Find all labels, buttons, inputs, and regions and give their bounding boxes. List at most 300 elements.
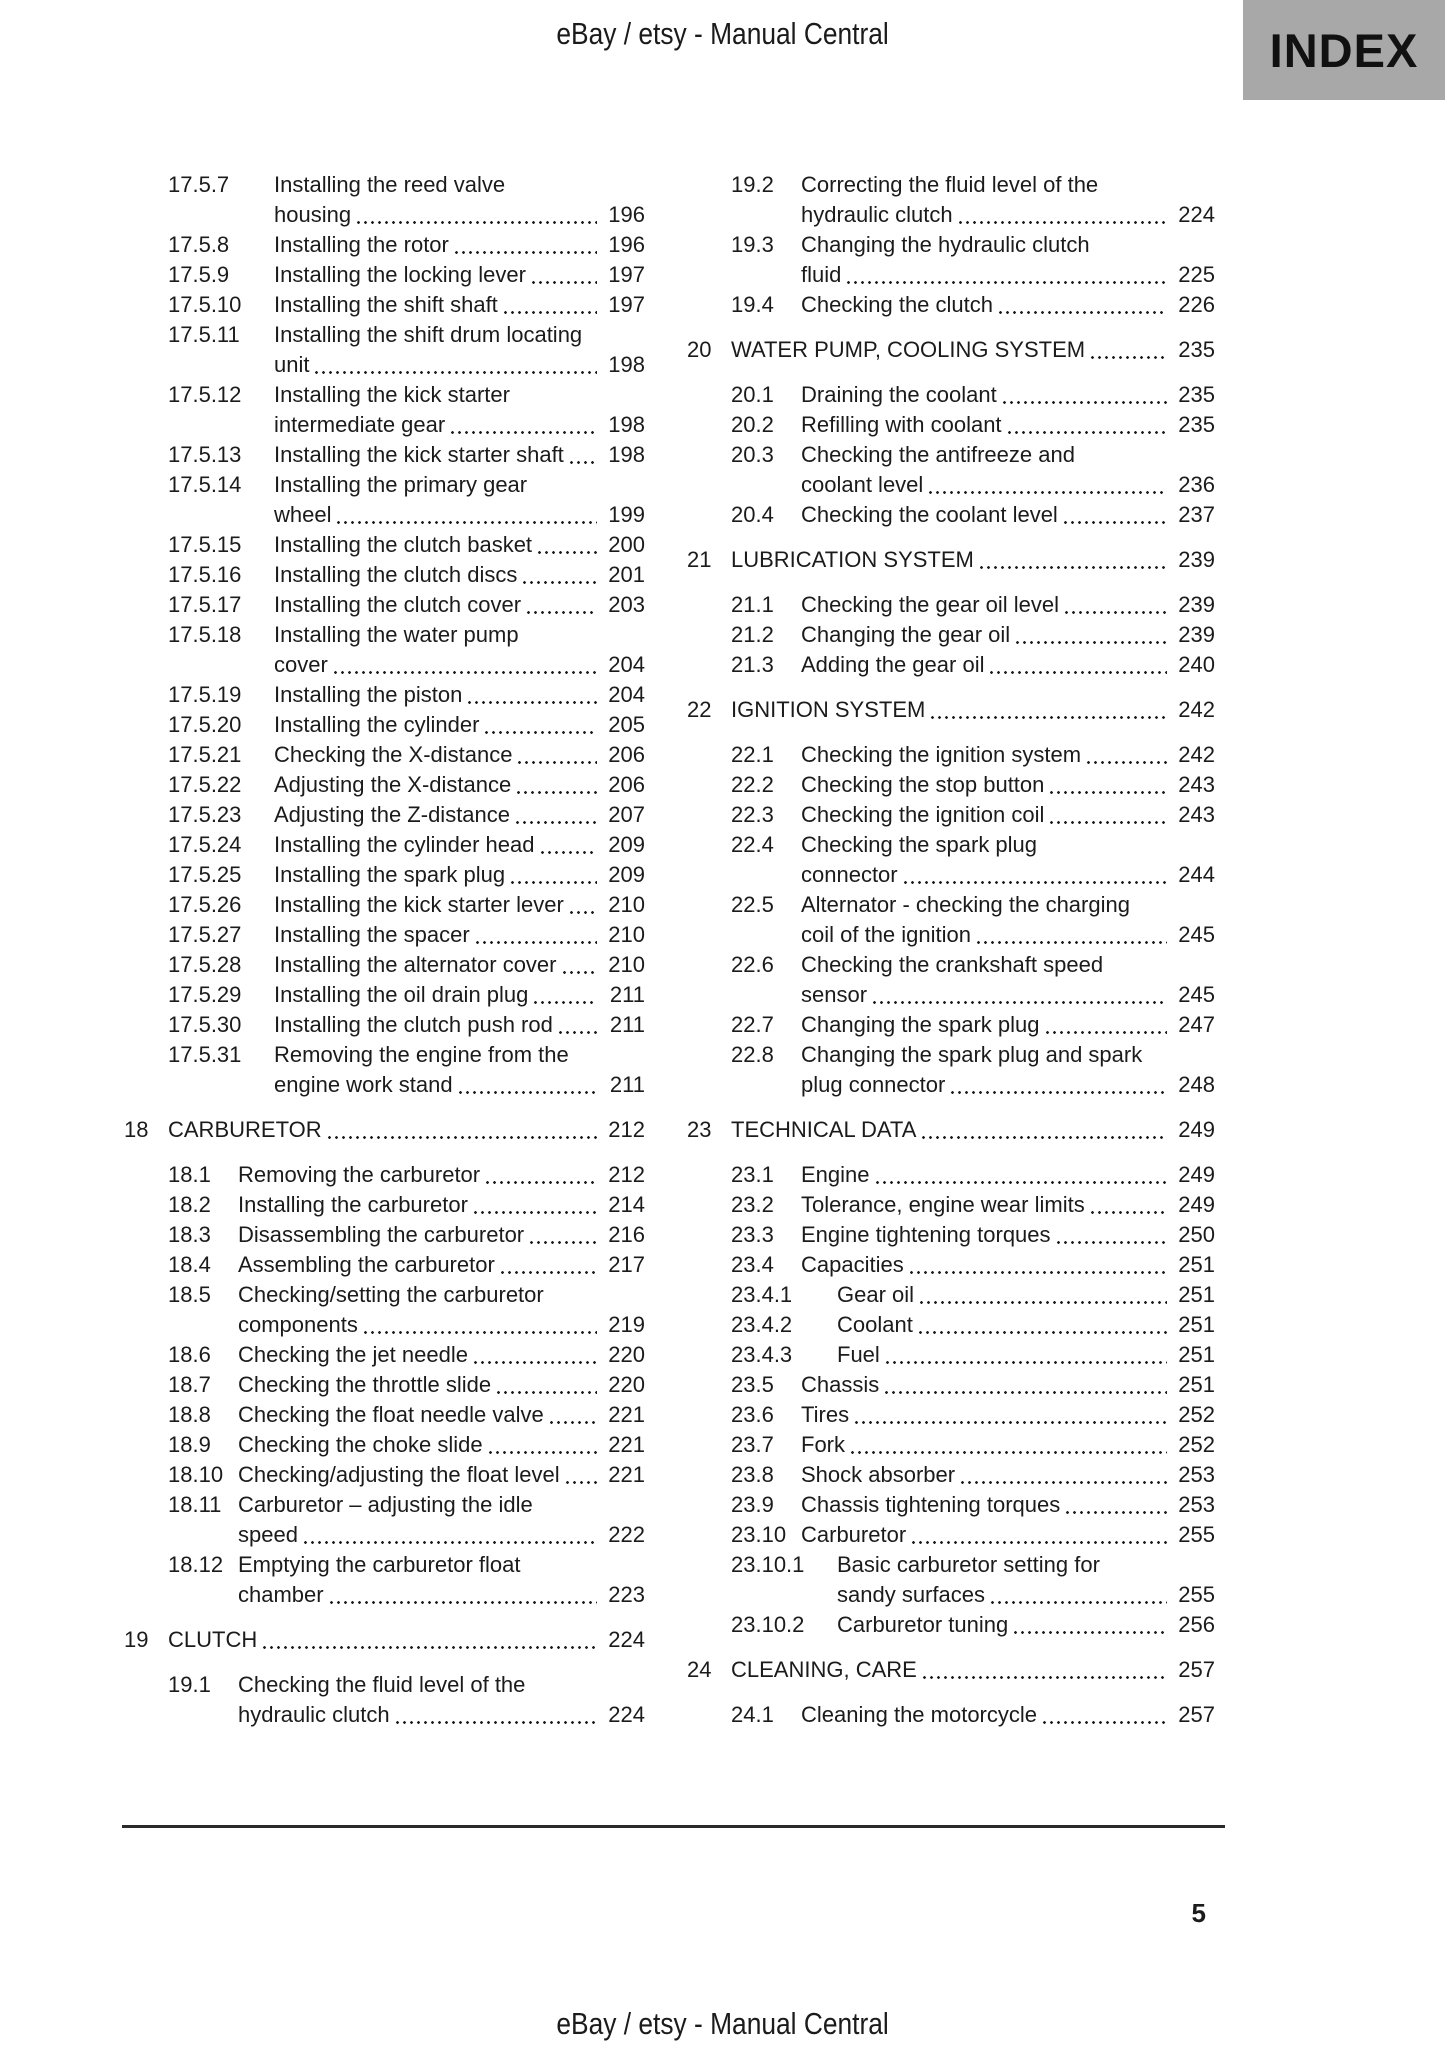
toc-entry-page: 198 xyxy=(608,412,645,437)
toc-entry-page: 253 xyxy=(1178,1492,1215,1517)
toc-entry-body xyxy=(274,230,645,260)
toc-entry-line xyxy=(801,1370,1215,1400)
toc-entry xyxy=(124,1160,645,1190)
toc-entry-line xyxy=(238,1520,645,1550)
leader-dots xyxy=(458,1070,597,1100)
toc-entry xyxy=(124,170,645,230)
toc-entry-line xyxy=(274,290,645,320)
toc-entry-body xyxy=(801,590,1215,620)
toc-entry xyxy=(687,410,1215,440)
toc-entry-body xyxy=(274,830,645,860)
toc-entry-page: 253 xyxy=(1178,1462,1215,1487)
toc-entry xyxy=(124,1115,645,1145)
toc-entry xyxy=(124,230,645,260)
toc-entry-body xyxy=(801,410,1215,440)
toc-entry-text: Installing the locking lever xyxy=(274,262,526,287)
leader-dots xyxy=(911,1520,1167,1550)
toc-entry xyxy=(124,1370,645,1400)
toc-entry-text: Assembling the carburetor xyxy=(238,1252,495,1277)
leader-dots xyxy=(875,1160,1167,1190)
toc-entry-number: 21 xyxy=(687,547,712,572)
toc-entry-number: 17.5.14 xyxy=(168,472,242,497)
toc-entry-text: LUBRICATION SYSTEM xyxy=(731,547,974,572)
toc-entry-line xyxy=(801,1430,1215,1460)
toc-entry-number: 23.10.1 xyxy=(731,1552,805,1577)
leader-dots xyxy=(336,500,597,530)
toc-entry-text: Checking the jet needle xyxy=(238,1342,468,1367)
toc-entry-number: 17.5.8 xyxy=(168,232,230,257)
toc-entry-line xyxy=(274,890,645,920)
toc-entry-body xyxy=(801,830,1215,890)
toc-entry-page: 198 xyxy=(608,442,645,467)
toc-entry-number: 17.5.12 xyxy=(168,382,242,407)
toc-entry xyxy=(687,830,1215,890)
toc-entry-page: 248 xyxy=(1178,1072,1215,1097)
toc-entry-text: Installing the oil drain plug xyxy=(274,982,529,1007)
toc-entry-number: 23.2 xyxy=(731,1192,774,1217)
toc-entry-number: 17.5.25 xyxy=(168,862,242,887)
toc-entry-line xyxy=(801,410,1215,440)
toc-entry xyxy=(687,380,1215,410)
toc-entry-line xyxy=(801,620,1215,650)
toc-entry-number: 18.5 xyxy=(168,1282,211,1307)
toc-entry-text: Adjusting the X-distance xyxy=(274,772,512,797)
toc-entry-number: 17.5.15 xyxy=(168,532,242,557)
toc-entry-number: 20 xyxy=(687,337,712,362)
toc-entry-text: Checking the antifreeze and xyxy=(801,442,1075,467)
toc-entry-number: 22.6 xyxy=(731,952,774,977)
toc-entry xyxy=(124,920,645,950)
toc-entry-line xyxy=(274,650,645,680)
toc-entry-body xyxy=(274,320,645,380)
leader-dots xyxy=(500,1250,597,1280)
toc-entry-text: WATER PUMP, COOLING SYSTEM xyxy=(731,337,1086,362)
toc-entry-body xyxy=(801,1010,1215,1040)
toc-entry xyxy=(124,1460,645,1490)
toc-entry-line xyxy=(274,1070,645,1100)
leader-dots xyxy=(314,350,597,380)
toc-entry-body xyxy=(731,695,1215,725)
toc-entry-text: Installing the clutch basket xyxy=(274,532,533,557)
toc-entry-number: 18.9 xyxy=(168,1432,211,1457)
toc-entry-body xyxy=(801,1700,1215,1730)
toc-entry xyxy=(124,770,645,800)
toc-entry-body xyxy=(238,1430,645,1460)
toc-entry xyxy=(687,650,1215,680)
toc-entry-body xyxy=(731,335,1215,365)
leader-dots xyxy=(1013,1610,1167,1640)
toc-entry-text: CARBURETOR xyxy=(168,1117,322,1142)
toc-entry xyxy=(124,1670,645,1730)
toc-entry-page: 210 xyxy=(608,922,645,947)
toc-entry-page: 249 xyxy=(1178,1162,1215,1187)
toc-entry-text: Installing the cylinder head xyxy=(274,832,535,857)
toc-entry-body xyxy=(801,1520,1215,1550)
toc-entry-page: 257 xyxy=(1178,1702,1215,1727)
toc-entry-number: 18.8 xyxy=(168,1402,211,1427)
toc-entry-text: Chassis tightening torques xyxy=(801,1492,1061,1517)
toc-entry-text: Checking/setting the carburetor xyxy=(238,1282,544,1307)
leader-dots xyxy=(909,1250,1167,1280)
toc-entry-page: 251 xyxy=(1178,1312,1215,1337)
leader-dots xyxy=(928,470,1167,500)
toc-entry-body xyxy=(801,650,1215,680)
toc-entry-page: 255 xyxy=(1178,1522,1215,1547)
toc-entry-number: 20.1 xyxy=(731,382,774,407)
toc-entry-text: Carburetor tuning xyxy=(837,1612,1009,1637)
toc-entry-number: 22.4 xyxy=(731,832,774,857)
toc-entry-text: chamber xyxy=(238,1582,324,1607)
toc-entry-page: 235 xyxy=(1178,337,1215,362)
leader-dots xyxy=(1049,770,1167,800)
toc-entry-line xyxy=(274,410,645,440)
toc-entry-text: CLUTCH xyxy=(168,1627,258,1652)
toc-entry-page: 242 xyxy=(1178,742,1215,767)
toc-entry-number: 23.7 xyxy=(731,1432,774,1457)
toc-entry-body xyxy=(801,620,1215,650)
leader-dots xyxy=(1065,1490,1167,1520)
toc-entry-body xyxy=(837,1550,1215,1610)
toc-entry-line xyxy=(274,530,645,560)
toc-entry xyxy=(124,800,645,830)
toc-entry-number: 17.5.27 xyxy=(168,922,242,947)
toc-entry-line xyxy=(801,1160,1215,1190)
toc-entry-number: 17.5.23 xyxy=(168,802,242,827)
toc-entry xyxy=(124,860,645,890)
toc-entry-number: 22.8 xyxy=(731,1042,774,1067)
index-tab xyxy=(1243,0,1445,100)
toc-entry-text: Gear oil xyxy=(837,1282,915,1307)
leader-dots xyxy=(950,1070,1167,1100)
toc-entry-line xyxy=(238,1400,645,1430)
toc-entry xyxy=(687,545,1215,575)
toc-entry-number: 20.4 xyxy=(731,502,774,527)
toc-entry-line xyxy=(801,290,1215,320)
leader-dots xyxy=(327,1115,597,1145)
toc-entry-text: Checking the stop button xyxy=(801,772,1045,797)
toc-entry-text: Installing the carburetor xyxy=(238,1192,468,1217)
toc-entry xyxy=(124,680,645,710)
toc-entry-line xyxy=(238,1190,645,1220)
leader-dots xyxy=(558,1010,597,1040)
toc-entry-line xyxy=(801,500,1215,530)
toc-entry xyxy=(124,1400,645,1430)
toc-entry-text: Installing the cylinder xyxy=(274,712,480,737)
toc-entry-text: Changing the hydraulic clutch xyxy=(801,232,1090,257)
leader-dots xyxy=(333,650,597,680)
page-header-title-text: eBay / etsy - Manual Central xyxy=(556,16,889,51)
toc-entry xyxy=(124,1250,645,1280)
toc-entry-page: 207 xyxy=(608,802,645,827)
toc-entry-number: 21.3 xyxy=(731,652,774,677)
leader-dots xyxy=(363,1310,597,1340)
toc-entry-line xyxy=(238,1220,645,1250)
toc-entry xyxy=(687,1040,1215,1100)
toc-entry-line xyxy=(801,1190,1215,1220)
toc-entry-page: 221 xyxy=(608,1402,645,1427)
toc-entry-page: 196 xyxy=(608,202,645,227)
toc-entry xyxy=(687,1280,1215,1310)
toc-entry xyxy=(124,530,645,560)
toc-entry-line xyxy=(801,1400,1215,1430)
toc-entry-text: Basic carburetor setting for xyxy=(837,1552,1100,1577)
toc-entry-text: Coolant xyxy=(837,1312,913,1337)
toc-entry-text: connector xyxy=(801,862,898,887)
leader-dots xyxy=(1007,410,1167,440)
toc-entry-line xyxy=(274,680,645,710)
toc-entry-text: Installing the reed valve xyxy=(274,172,506,197)
toc-entry-page: 251 xyxy=(1178,1252,1215,1277)
toc-entry-page: 243 xyxy=(1178,802,1215,827)
leader-dots xyxy=(475,920,597,950)
toc-entry-body xyxy=(837,1340,1215,1370)
toc-entry-number: 23.5 xyxy=(731,1372,774,1397)
toc-entry-number: 23.4.2 xyxy=(731,1312,793,1337)
toc-entry-text: Carburetor – adjusting the idle xyxy=(238,1492,533,1517)
toc-entry-line xyxy=(274,830,645,860)
toc-entry-text: coil of the ignition xyxy=(801,922,971,947)
toc-entry-text: sensor xyxy=(801,982,868,1007)
toc-entry-text: Fuel xyxy=(837,1342,880,1367)
leader-dots xyxy=(485,1160,597,1190)
toc-entry-line xyxy=(801,1700,1215,1730)
toc-entry xyxy=(687,620,1215,650)
toc-entry-page: 239 xyxy=(1178,592,1215,617)
leader-dots xyxy=(526,590,597,620)
toc-entry-number: 23.4 xyxy=(731,1252,774,1277)
toc-entry-text: Installing the water pump xyxy=(274,622,519,647)
toc-entry xyxy=(687,1610,1215,1640)
toc-entry-page: 242 xyxy=(1178,697,1215,722)
toc-entry-page: 249 xyxy=(1178,1192,1215,1217)
toc-entry-text: Emptying the carburetor float xyxy=(238,1552,521,1577)
toc-entry xyxy=(124,740,645,770)
toc-entry-page: 223 xyxy=(608,1582,645,1607)
leader-dots xyxy=(872,980,1167,1010)
toc-entry xyxy=(124,260,645,290)
toc-entry-line xyxy=(238,1250,645,1280)
toc-entry-number: 23.4.1 xyxy=(731,1282,793,1307)
toc-entry xyxy=(124,1430,645,1460)
toc-entry-body xyxy=(837,1310,1215,1340)
toc-entry-page: 206 xyxy=(608,772,645,797)
leader-dots xyxy=(1064,590,1167,620)
toc-entry-text: Checking the fluid level of the xyxy=(238,1672,526,1697)
toc-entry-text: CLEANING, CARE xyxy=(731,1657,917,1682)
toc-entry-page: 235 xyxy=(1178,412,1215,437)
toc-entry-page: 217 xyxy=(608,1252,645,1277)
leader-dots xyxy=(549,1400,597,1430)
toc-entry-page: 201 xyxy=(608,562,645,587)
toc-entry xyxy=(687,1700,1215,1730)
toc-entry-number: 17.5.9 xyxy=(168,262,230,287)
leader-dots xyxy=(884,1370,1167,1400)
toc-entry-line xyxy=(801,860,1215,890)
toc-entry-page: 239 xyxy=(1178,622,1215,647)
toc-entry-page: 211 xyxy=(609,982,645,1007)
toc-entry-body xyxy=(801,800,1215,830)
toc-entry xyxy=(687,1520,1215,1550)
toc-entry xyxy=(124,950,645,980)
toc-entry-text: Installing the clutch discs xyxy=(274,562,518,587)
toc-entry-body xyxy=(274,890,645,920)
leader-dots xyxy=(958,200,1167,230)
toc-entry-body xyxy=(801,1220,1215,1250)
toc-entry xyxy=(687,800,1215,830)
toc-entry-page: 221 xyxy=(608,1432,645,1457)
toc-entry-page: 247 xyxy=(1178,1012,1215,1037)
leader-dots xyxy=(930,695,1167,725)
toc-entry-text: Installing the kick starter xyxy=(274,382,510,407)
toc-entry-body xyxy=(274,950,645,980)
toc-entry xyxy=(687,1460,1215,1490)
toc-entry-page: 219 xyxy=(608,1312,645,1337)
toc-entry xyxy=(687,1340,1215,1370)
toc-entry-line xyxy=(238,1310,645,1340)
toc-entry-line xyxy=(801,590,1215,620)
toc-entry-body xyxy=(837,1610,1215,1640)
toc-entry-number: 17.5.21 xyxy=(168,742,242,767)
toc-entry-body xyxy=(801,230,1215,290)
toc-entry xyxy=(687,1655,1215,1685)
toc-entry-line xyxy=(801,740,1215,770)
leader-dots xyxy=(569,440,597,470)
page-footer-title xyxy=(0,2006,1445,2042)
leader-dots xyxy=(473,1340,597,1370)
leader-dots xyxy=(450,410,597,440)
toc-entry-line xyxy=(801,770,1215,800)
toc-entry-number: 24 xyxy=(687,1657,712,1682)
toc-entry-number: 22.3 xyxy=(731,802,774,827)
toc-entry-page: 209 xyxy=(608,862,645,887)
toc-entry-number: 18.4 xyxy=(168,1252,211,1277)
toc-entry-text: Installing the clutch cover xyxy=(274,592,522,617)
toc-entry-line xyxy=(274,800,645,830)
toc-entry-number: 17.5.7 xyxy=(168,172,230,197)
toc-entry-body xyxy=(238,1190,645,1220)
footer-rule xyxy=(122,1825,1225,1828)
toc-entry-text: Installing the rotor xyxy=(274,232,449,257)
toc-entry-body xyxy=(801,1040,1215,1100)
leader-dots xyxy=(976,920,1167,950)
toc-entry-body xyxy=(168,1115,645,1145)
toc-entry-line xyxy=(801,650,1215,680)
toc-entry xyxy=(687,770,1215,800)
toc-entry-text: Adjusting the Z-distance xyxy=(274,802,511,827)
toc-entry-page: 212 xyxy=(608,1162,645,1187)
leader-dots xyxy=(1056,1220,1167,1250)
leader-dots xyxy=(516,770,597,800)
toc-entry-text: Chassis xyxy=(801,1372,880,1397)
toc-entry xyxy=(124,1490,645,1550)
toc-entry-line xyxy=(274,440,645,470)
toc-entry-text: engine work stand xyxy=(274,1072,453,1097)
toc-entry-number: 19.2 xyxy=(731,172,774,197)
toc-entry-text: TECHNICAL DATA xyxy=(731,1117,917,1142)
toc-entry-line xyxy=(274,770,645,800)
toc-entry-body xyxy=(274,620,645,680)
leader-dots xyxy=(850,1430,1167,1460)
toc-entry-line xyxy=(238,1340,645,1370)
toc-entry-line xyxy=(274,920,645,950)
toc-entry-page: 224 xyxy=(1178,202,1215,227)
toc-entry-line xyxy=(801,1070,1215,1100)
toc-entry-body xyxy=(238,1550,645,1610)
toc-entry-line xyxy=(837,1310,1215,1340)
toc-entry-page: 224 xyxy=(608,1627,645,1652)
toc-entry xyxy=(124,1625,645,1655)
toc-entry-page: 197 xyxy=(608,262,645,287)
toc-entry-body xyxy=(801,1190,1215,1220)
toc-entry-line xyxy=(274,950,645,980)
toc-entry-page: 199 xyxy=(608,502,645,527)
toc-entry-text: fluid xyxy=(801,262,842,287)
toc-entry-body xyxy=(274,770,645,800)
toc-entry-text: Installing the kick starter shaft xyxy=(274,442,564,467)
toc-entry xyxy=(687,1115,1215,1145)
leader-dots xyxy=(846,260,1167,290)
toc-entry-page: 204 xyxy=(608,652,645,677)
toc-entry-text: Checking the X-distance xyxy=(274,742,513,767)
toc-entry-line xyxy=(274,230,645,260)
toc-entry-page: 212 xyxy=(608,1117,645,1142)
toc-entry-body xyxy=(238,1400,645,1430)
toc-entry-body xyxy=(801,1490,1215,1520)
toc-entry-body xyxy=(801,1460,1215,1490)
toc-entry-number: 17.5.29 xyxy=(168,982,242,1007)
toc-entry-text: Installing the alternator cover xyxy=(274,952,557,977)
toc-entry xyxy=(687,230,1215,290)
toc-entry-line xyxy=(238,1460,645,1490)
toc-entry-line xyxy=(801,1250,1215,1280)
leader-dots xyxy=(998,290,1167,320)
leader-dots xyxy=(522,560,597,590)
toc-entry-body xyxy=(837,1280,1215,1310)
toc-entry-text: Refilling with coolant xyxy=(801,412,1002,437)
leader-dots xyxy=(1045,1010,1168,1040)
toc-entry xyxy=(124,290,645,320)
toc-entry-page: 211 xyxy=(609,1072,645,1097)
toc-entry-number: 18 xyxy=(124,1117,149,1142)
toc-entry-body xyxy=(801,1250,1215,1280)
leader-dots xyxy=(540,830,598,860)
toc-entry-text: Removing the engine from the xyxy=(274,1042,569,1067)
leader-dots xyxy=(262,1625,597,1655)
toc-entry-line xyxy=(274,500,645,530)
toc-entry-text: Checking the ignition coil xyxy=(801,802,1045,827)
toc-entry xyxy=(124,440,645,470)
toc-entry-page: 205 xyxy=(608,712,645,737)
toc-entry-text: Installing the shift drum locating xyxy=(274,322,583,347)
toc-entry-body xyxy=(274,680,645,710)
toc-entry-text: Checking the clutch xyxy=(801,292,993,317)
toc-entry-page: 220 xyxy=(608,1372,645,1397)
toc-entry-page: 197 xyxy=(608,292,645,317)
toc-entry-text: housing xyxy=(274,202,352,227)
toc-entry-body xyxy=(801,440,1215,500)
toc-entry-body xyxy=(801,770,1215,800)
toc-entry xyxy=(124,560,645,590)
toc-entry-text: speed xyxy=(238,1522,298,1547)
toc-entry-text: Engine tightening torques xyxy=(801,1222,1051,1247)
leader-dots xyxy=(395,1700,597,1730)
toc-entry-text: Checking the coolant level xyxy=(801,502,1058,527)
toc-entry xyxy=(687,1010,1215,1040)
toc-entry-body xyxy=(801,740,1215,770)
leader-dots xyxy=(515,800,597,830)
toc-entry-line xyxy=(274,200,645,230)
toc-entry-number: 22 xyxy=(687,697,712,722)
